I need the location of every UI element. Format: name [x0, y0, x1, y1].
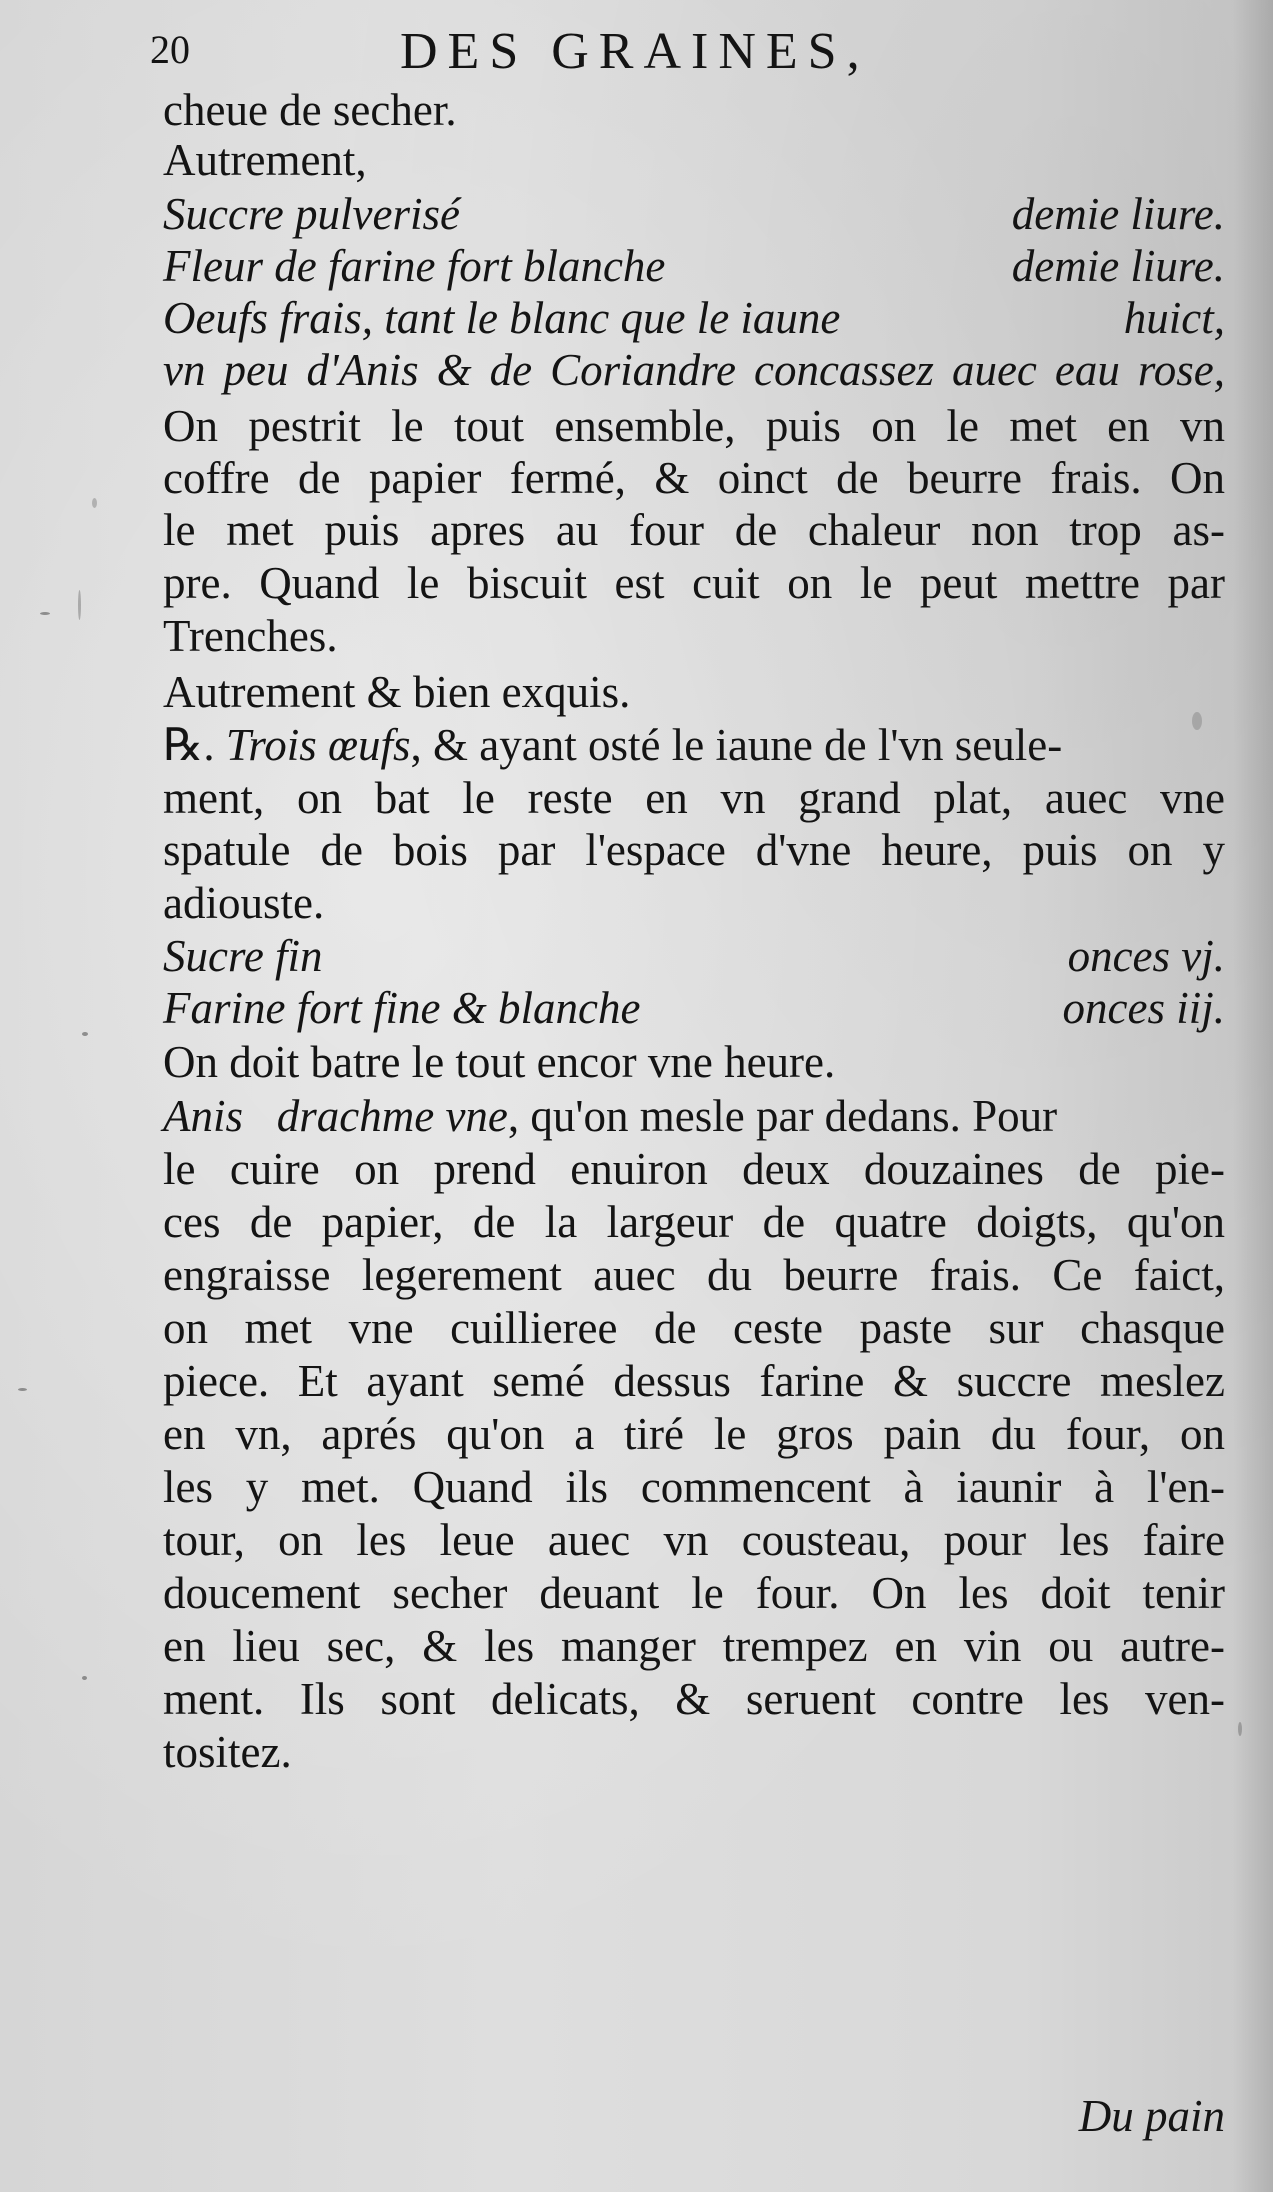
text-line: doucement secher deuant le four. On les doit tenir: [163, 1568, 1225, 1618]
page-number: 20: [150, 27, 190, 72]
text-run: , & ayant osté le iaune de l'vn seule-: [410, 720, 1063, 770]
ingredient-row: [163, 290, 1225, 346]
text-line: le met puis apres au four de chaleur non trop as-: [163, 505, 1225, 555]
ingredient-quantity: demie liure.: [1011, 241, 1225, 291]
ingredient-name: Anis drachme vne: [163, 1091, 508, 1141]
text-line: spatule de bois par l'espace d'vne heure, puis on y: [163, 825, 1225, 875]
text-line: on met vne cuillieree de ceste paste sur chasque: [163, 1303, 1225, 1353]
page-header: [150, 22, 1050, 78]
text-run: , qu'on mesle par dedans. Pour: [507, 1091, 1058, 1141]
text-line: Trenches.: [163, 611, 338, 661]
page-gutter-shadow: [1233, 0, 1273, 2192]
scan-speck: [18, 1388, 27, 1391]
ingredient-row: [163, 980, 1225, 1036]
ingredient-row: [163, 238, 1225, 294]
ingredient-row: [163, 186, 1225, 242]
ingredient-quantity: demie liure.: [1011, 189, 1225, 239]
text-line: en vn, aprés qu'on a tiré le gros pain du four, on: [163, 1409, 1225, 1459]
ingredient-name: Oeufs frais, tant le blanc que le iaune: [163, 293, 841, 343]
ingredient-line: vn peu d'Anis & de Coriandre concassez auec eau rose,: [163, 345, 1225, 395]
ingredient-row: [163, 928, 1225, 984]
ingredient-name: Farine fort fine & blanche: [163, 983, 641, 1033]
text-line: les y met. Quand ils commencent à iaunir à l'en-: [163, 1462, 1225, 1512]
recipe-heading: Autrement & bien exquis.: [163, 667, 631, 717]
ingredient-name: Trois œufs: [225, 720, 411, 770]
text-line: cheue de secher.: [163, 85, 457, 135]
ingredient-quantity: huict,: [1123, 293, 1225, 343]
text-line: en lieu sec, & les manger trempez en vin ou autre-: [163, 1621, 1225, 1671]
ingredient-name: Fleur de farine fort blanche: [163, 241, 666, 291]
text-line: adiouste.: [163, 878, 325, 928]
text-line: ment, on bat le reste en vn grand plat, auec vne: [163, 773, 1225, 823]
text-line: [163, 717, 1225, 773]
text-line: ces de papier, de la largeur de quatre doigts, qu'on: [163, 1197, 1225, 1247]
scan-speck: [1192, 712, 1202, 730]
ingredient-quantity: onces iij.: [1062, 983, 1225, 1033]
text-line: piece. Et ayant semé dessus farine & succre meslez: [163, 1356, 1225, 1406]
text-line: pre. Quand le biscuit est cuit on le peut mettre par: [163, 558, 1225, 608]
catchword: Du pain: [1078, 2091, 1225, 2141]
text-line: coffre de papier fermé, & oinct de beurre frais. On: [163, 453, 1225, 503]
text-line: tositez.: [163, 1727, 292, 1777]
ingredient-quantity: onces vj.: [1067, 931, 1225, 981]
scan-speck: [78, 590, 81, 620]
scan-speck: [82, 1676, 87, 1680]
scan-speck: [82, 1032, 88, 1036]
text-line: engraisse legerement auec du beurre frais. Ce faict,: [163, 1250, 1225, 1300]
recipe-symbol: ℞.: [163, 720, 215, 770]
text-line: [163, 1088, 1225, 1144]
ingredient-name: Sucre fin: [163, 931, 323, 981]
text-line: On doit batre le tout encor vne heure.: [163, 1037, 836, 1087]
scan-speck: [40, 612, 50, 615]
text-line: ment. Ils sont delicats, & seruent contre les ven-: [163, 1674, 1225, 1724]
text-line: le cuire on prend enuiron deux douzaines de pie-: [163, 1144, 1225, 1194]
scan-speck: [1238, 1722, 1242, 1736]
text-line: On pestrit le tout ensemble, puis on le met en vn: [163, 401, 1225, 451]
ingredient-name: Succre pulverisé: [163, 189, 460, 239]
scan-speck: [92, 498, 97, 508]
text-line: tour, on les leue auec vn cousteau, pour les faire: [163, 1515, 1225, 1565]
recipe-heading: Autrement,: [163, 135, 367, 185]
running-title: DES GRAINES,: [400, 23, 870, 80]
